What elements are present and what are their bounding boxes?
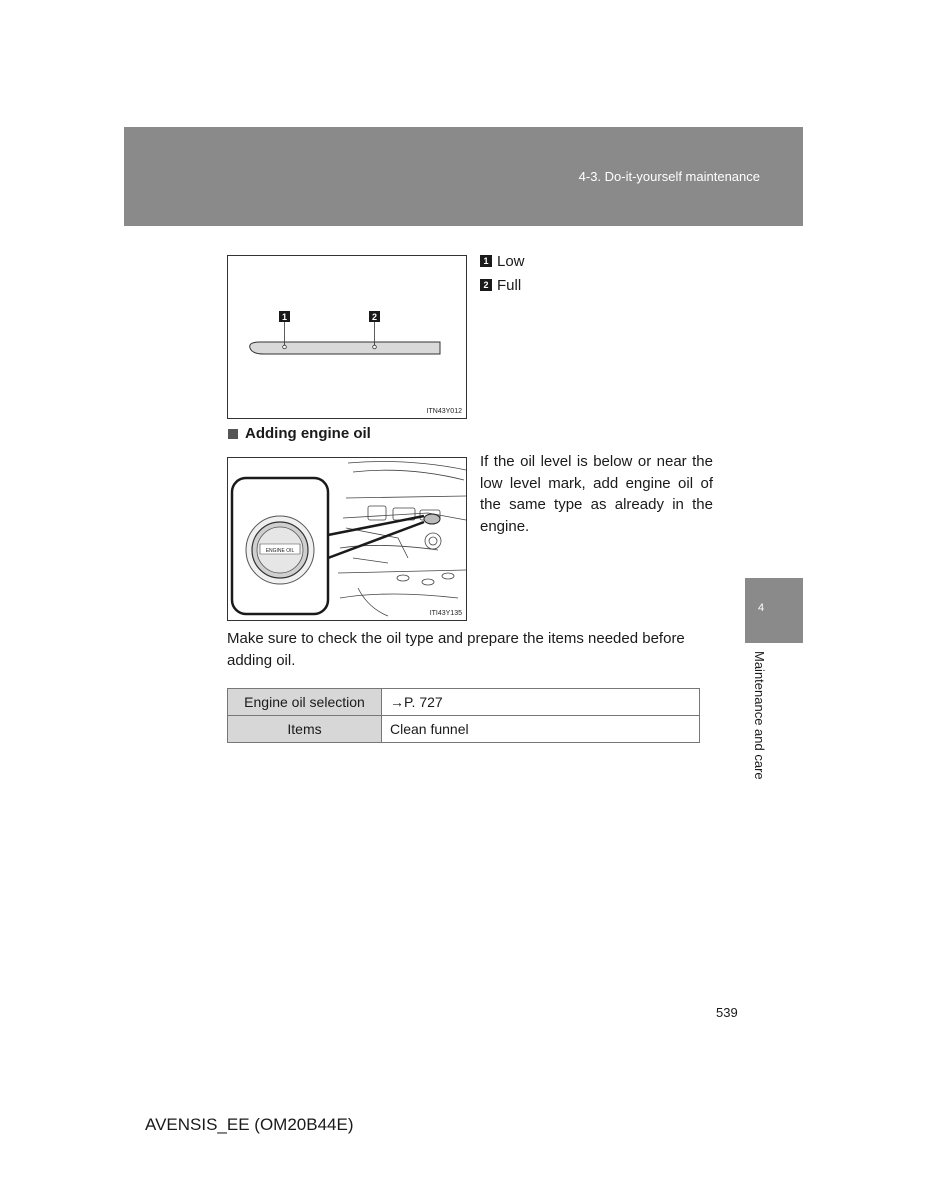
legend — [480, 249, 525, 297]
marker-2-label: 2 — [371, 312, 378, 322]
items-table — [227, 688, 700, 743]
cap-label: ENGINE OIL — [265, 548, 295, 554]
page-number: 539 — [716, 1005, 738, 1020]
legend-number: 1 — [480, 255, 492, 267]
dipstick-illustration — [228, 256, 466, 418]
square-bullet-icon — [228, 429, 238, 439]
section-title: 4-3. Do-it-yourself maintenance — [578, 169, 760, 184]
table-row — [228, 689, 700, 716]
legend-label: Full — [497, 276, 522, 294]
legend-item — [480, 273, 525, 297]
table-label-cell: Items — [228, 716, 382, 743]
table-value-cell: Clean funnel — [382, 716, 700, 743]
chapter-tab — [745, 578, 803, 643]
figure-code: ITI43Y135 — [429, 610, 462, 617]
footer-model: AVENSIS_EE (OM20B44E) — [145, 1115, 354, 1134]
dipstick-figure — [227, 255, 467, 419]
engine-figure — [227, 457, 467, 621]
figure-code: ITN43Y012 — [426, 408, 462, 415]
instruction-paragraph: If the oil level is below or near the low level mark, add engine oil of the same type as already in the engine. — [480, 453, 713, 535]
legend-number: 2 — [480, 279, 492, 291]
chapter-title: Maintenance and care — [752, 651, 767, 780]
table-row — [228, 716, 700, 743]
table-value-cell: →P. 727 — [382, 689, 700, 716]
subheading — [228, 425, 371, 442]
engine-illustration — [228, 458, 466, 620]
header-band — [124, 127, 803, 226]
preparation-paragraph: Make sure to check the oil type and prepare the items needed before adding oil. — [227, 630, 685, 669]
legend-label: Low — [497, 252, 525, 270]
table-label-cell: Engine oil selection — [228, 689, 382, 716]
chapter-number: 4 — [757, 602, 765, 614]
legend-item — [480, 249, 525, 273]
marker-1-label: 1 — [281, 312, 288, 322]
subheading-text: Adding engine oil — [245, 425, 371, 442]
